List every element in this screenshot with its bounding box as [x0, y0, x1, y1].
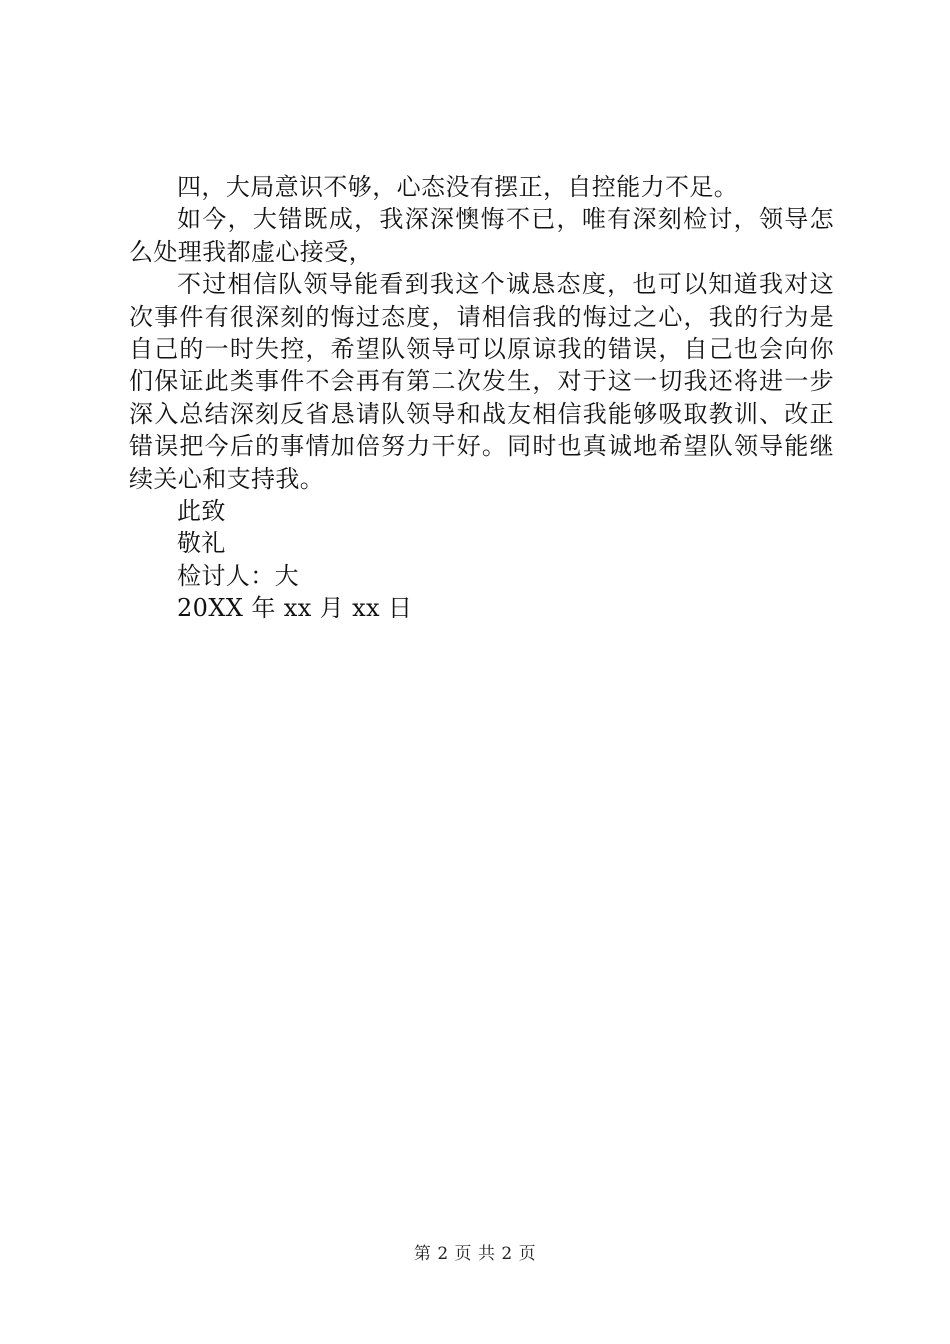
paragraph-point-four: 四，大局意识不够，心态没有摆正，自控能力不足。	[177, 173, 739, 201]
closing-salutation-2: 敬礼	[177, 529, 226, 558]
document-body	[129, 171, 834, 625]
paragraph-commitment: 不过相信队领导能看到我这个诚恳态度，也可以知道我对这次事件有很深刻的悔过态度，请相信我的悔过之心，我的行为是自己的一时失控，希望队领导可以原谅我的错误，自己也会向你们保证此类事件不会再有第二次发生，对于这一切我还将进一步深入总结深刻反省恳请队领导和战友相信我能够吸取教训、改正错误把今后的事情加倍努力干好。同时也真诚地希望队领导能继续关心和支持我。	[129, 270, 834, 493]
paragraph-regret: 如今，大错既成，我深深懊悔不已，唯有深刻检讨，领导怎么处理我都虚心接受，	[129, 205, 834, 266]
signature-line: 检讨人：大	[177, 561, 299, 590]
page-footer: 第 2 页 共 2 页	[413, 1244, 537, 1264]
date-line: 20XX 年 xx 月 xx 日	[177, 594, 413, 623]
closing-salutation-1: 此致	[177, 497, 226, 526]
